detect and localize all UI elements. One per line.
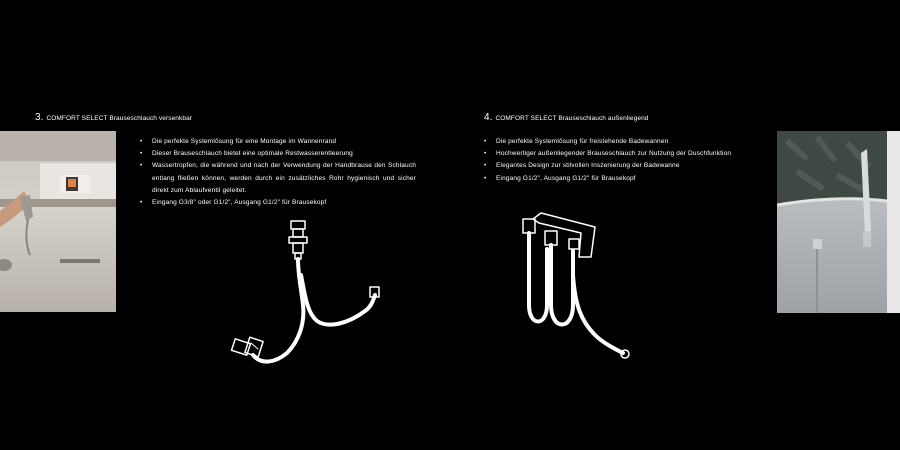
recessed-shower-hose-diagram xyxy=(225,215,385,375)
section-4-heading xyxy=(484,112,649,123)
section-4-number: 4. xyxy=(484,112,493,123)
freestanding-tub-shower-photo xyxy=(777,131,900,313)
list-item: • Elegantes Design zur stilvollen Inszenierung der Badewanne xyxy=(484,160,774,172)
list-item: • Die perfekte Systemlösung für eine Montage im Wannenrand xyxy=(140,136,416,148)
section-3-heading xyxy=(35,112,192,123)
list-item: • Dieser Brauseschlauch bietet eine optimale Restwasserentleerung xyxy=(140,148,416,160)
list-item: • Eingang G3/8" oder G1/2", Ausgang G1/2" für Brausekopf xyxy=(140,197,416,209)
list-item: • Eingang G1/2", Ausgang G1/2" für Brausekopf xyxy=(484,173,774,185)
section-4-title: COMFORT SELECT Brauseschlauch außenliegend xyxy=(495,115,649,122)
section-3-number: 3. xyxy=(35,112,44,123)
section-3-feature-list xyxy=(140,136,416,209)
list-item: • Hochwertiger außenliegender Brauseschlauch zur Nutzung der Duschfunktion xyxy=(484,148,774,160)
bathtub-hand-shower-photo xyxy=(0,131,116,312)
section-4-feature-list xyxy=(484,136,774,185)
section-3-title: COMFORT SELECT Brauseschlauch versenkbar xyxy=(46,115,193,122)
list-item: • Wassertropfen, die während und nach der Verwendung der Handbrause den Schlauch entlang fließen können, werden durch ein zusätzliches Rohr hygienisch und sicher direkt zum Ablaufventil geleitet. xyxy=(140,160,416,197)
list-item: • Die perfekte Systemlösung für freistehende Badewannen xyxy=(484,136,774,148)
external-shower-hose-diagram xyxy=(515,205,635,365)
